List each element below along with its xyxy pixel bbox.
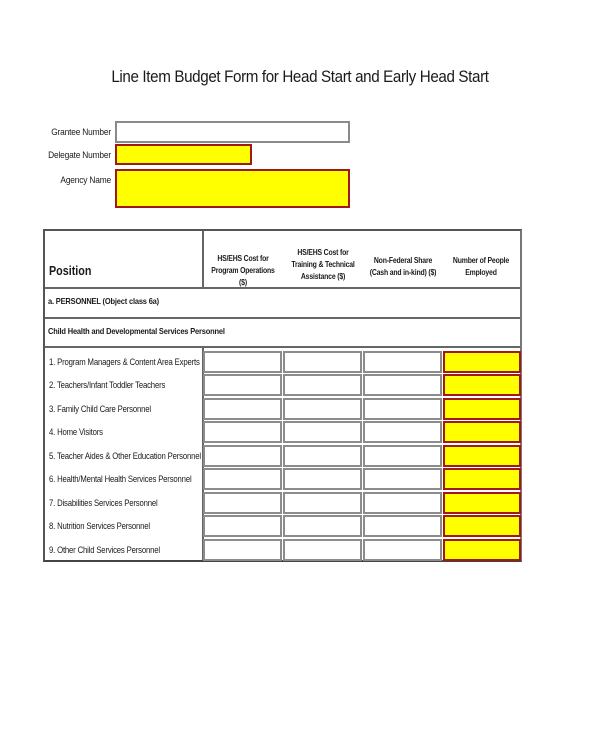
training-ta-input[interactable] <box>283 539 362 561</box>
non-federal-share-input[interactable] <box>363 398 442 420</box>
people-employed-input[interactable] <box>443 492 521 514</box>
row-label: 6. Health/Mental Health Services Personnel <box>49 474 192 484</box>
training-ta-input[interactable] <box>283 374 362 396</box>
category-heading: Child Health and Developmental Services Personnel <box>48 326 225 336</box>
budget-table <box>43 229 522 562</box>
row-label: 8. Nutrition Services Personnel <box>49 521 150 531</box>
training-ta-input[interactable] <box>283 421 362 443</box>
training-ta-input[interactable] <box>283 351 362 373</box>
training-ta-input[interactable] <box>283 492 362 514</box>
form-title: Line Item Budget Form for Head Start and Early Head Start <box>111 68 489 86</box>
training-ta-input[interactable] <box>283 398 362 420</box>
program-operations-input[interactable] <box>203 539 282 561</box>
program-operations-input[interactable] <box>203 492 282 514</box>
non-federal-share-input[interactable] <box>363 539 442 561</box>
program-operations-input[interactable] <box>203 445 282 467</box>
people-employed-input[interactable] <box>443 398 521 420</box>
header-text: Number of People <box>452 256 510 265</box>
row-label: 7. Disabilities Services Personnel <box>49 498 158 508</box>
program-operations-input[interactable] <box>203 421 282 443</box>
people-employed-input[interactable] <box>443 468 521 490</box>
program-operations-input[interactable] <box>203 468 282 490</box>
people-employed-input[interactable] <box>443 539 521 561</box>
section-heading: a. PERSONNEL (Object class 6a) <box>48 296 159 306</box>
row-label: 1. Program Managers & Content Area Experts <box>49 357 200 367</box>
row-label: 4. Home Visitors <box>49 427 103 437</box>
non-federal-share-input[interactable] <box>363 445 442 467</box>
header-text: Employed <box>465 268 497 277</box>
row-label: 5. Teacher Aides & Other Education Personnel <box>49 451 201 461</box>
non-federal-share-input[interactable] <box>363 492 442 514</box>
people-employed-input[interactable] <box>443 515 521 537</box>
delegate-number-label: Delegate Number <box>48 150 111 161</box>
header-people-employed <box>447 255 516 279</box>
header-text: Training & Technical <box>291 260 355 269</box>
grantee-number-label: Grantee Number <box>51 127 111 138</box>
header-non-federal-share <box>369 255 438 279</box>
non-federal-share-input[interactable] <box>363 468 442 490</box>
position-header: Position <box>49 264 92 278</box>
row-label: 2. Teachers/Infant Toddler Teachers <box>49 380 166 390</box>
non-federal-share-input[interactable] <box>363 351 442 373</box>
row-label: 9. Other Child Services Personnel <box>49 545 160 555</box>
row-label: 3. Family Child Care Personnel <box>49 404 151 414</box>
header-text: HS/EHS Cost for <box>297 248 349 257</box>
agency-name-field[interactable] <box>115 169 350 208</box>
header-text: Non-Federal Share <box>373 256 433 265</box>
people-employed-input[interactable] <box>443 374 521 396</box>
delegate-number-field[interactable] <box>115 144 252 165</box>
agency-name-label: Agency Name <box>60 175 111 186</box>
program-operations-input[interactable] <box>203 515 282 537</box>
header-text: Program Operations ($) <box>211 266 275 287</box>
people-employed-input[interactable] <box>443 445 521 467</box>
training-ta-input[interactable] <box>283 445 362 467</box>
grantee-number-field[interactable] <box>115 121 350 143</box>
program-operations-input[interactable] <box>203 374 282 396</box>
non-federal-share-input[interactable] <box>363 421 442 443</box>
header-bottom-rule <box>45 287 520 289</box>
header-text: Assistance ($) <box>300 272 346 281</box>
people-employed-input[interactable] <box>443 351 521 373</box>
program-operations-input[interactable] <box>203 351 282 373</box>
program-operations-input[interactable] <box>203 398 282 420</box>
header-text: (Cash and in-kind) ($) <box>369 268 437 277</box>
header-text: HS/EHS Cost for <box>217 254 269 263</box>
people-employed-input[interactable] <box>443 421 521 443</box>
header-training-ta <box>289 247 358 283</box>
non-federal-share-input[interactable] <box>363 374 442 396</box>
training-ta-input[interactable] <box>283 515 362 537</box>
header-program-operations <box>209 253 278 289</box>
category-rule <box>45 346 520 348</box>
training-ta-input[interactable] <box>283 468 362 490</box>
header-divider <box>202 231 204 287</box>
section-rule <box>45 317 520 319</box>
non-federal-share-input[interactable] <box>363 515 442 537</box>
